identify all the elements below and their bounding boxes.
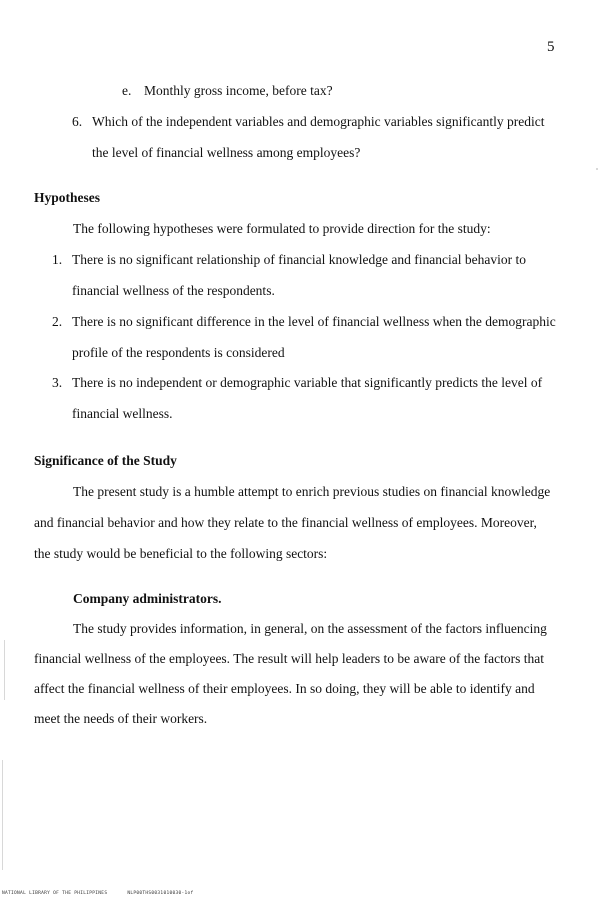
hypothesis-3-marker: 3. <box>52 375 63 390</box>
hypothesis-3-line1: There is no independent or demographic variable that significantly predicts the level of <box>72 375 543 390</box>
hypothesis-3-line2: financial wellness. <box>72 406 173 421</box>
significance-para-line3: the study would be beneficial to the following sectors: <box>34 546 328 561</box>
significance-para-line1: The present study is a humble attempt to enrich previous studies on financial knowledge <box>73 484 551 499</box>
footer-code: NLP00THS0031010030-1of <box>127 891 194 896</box>
hypotheses-heading: Hypotheses <box>34 190 101 205</box>
significance-para-line2: and financial behavior and how they relate to the financial wellness of employees. Moreover, <box>34 515 537 530</box>
hypothesis-1-line2: financial wellness of the respondents. <box>72 283 275 298</box>
hypothesis-2-line1: There is no significant difference in the level of financial wellness when the demographic <box>72 314 556 329</box>
list-item-e-text: Monthly gross income, before tax? <box>144 83 333 98</box>
library-footer <box>2 891 214 896</box>
hypothesis-1-line1: There is no significant relationship of financial knowledge and financial behavior to <box>72 252 526 267</box>
list-item-6-marker: 6. <box>72 114 83 129</box>
company-para-line4: meet the needs of their workers. <box>34 711 208 726</box>
company-para-line1: The study provides information, in general, on the assessment of the factors influencing <box>73 621 547 636</box>
company-para-line2: financial wellness of the employees. The result will help leaders to be aware of the factors that <box>34 651 544 666</box>
company-para-line3: affect the financial wellness of their employees. In so doing, they will be able to identify and <box>34 681 535 696</box>
footer-library-name: NATIONAL LIBRARY OF THE PHILIPPINES <box>2 891 108 896</box>
list-item-6-line1: Which of the independent variables and demographic variables significantly predict <box>92 114 545 129</box>
hypothesis-2-line2: profile of the respondents is considered <box>72 345 285 360</box>
list-item-6-line2: the level of financial wellness among employees? <box>92 145 361 160</box>
list-item-e-marker: e. <box>122 83 132 98</box>
significance-heading: Significance of the Study <box>34 453 177 468</box>
scan-artifact <box>596 168 598 170</box>
scan-artifact <box>4 640 5 700</box>
scan-artifact <box>2 760 3 870</box>
hypotheses-intro: The following hypotheses were formulated to provide direction for the study: <box>73 221 491 236</box>
hypothesis-1-marker: 1. <box>52 252 63 267</box>
page-number: 5 <box>547 39 555 55</box>
hypothesis-2-marker: 2. <box>52 314 63 329</box>
company-administrators-subheading: Company administrators. <box>73 591 222 606</box>
